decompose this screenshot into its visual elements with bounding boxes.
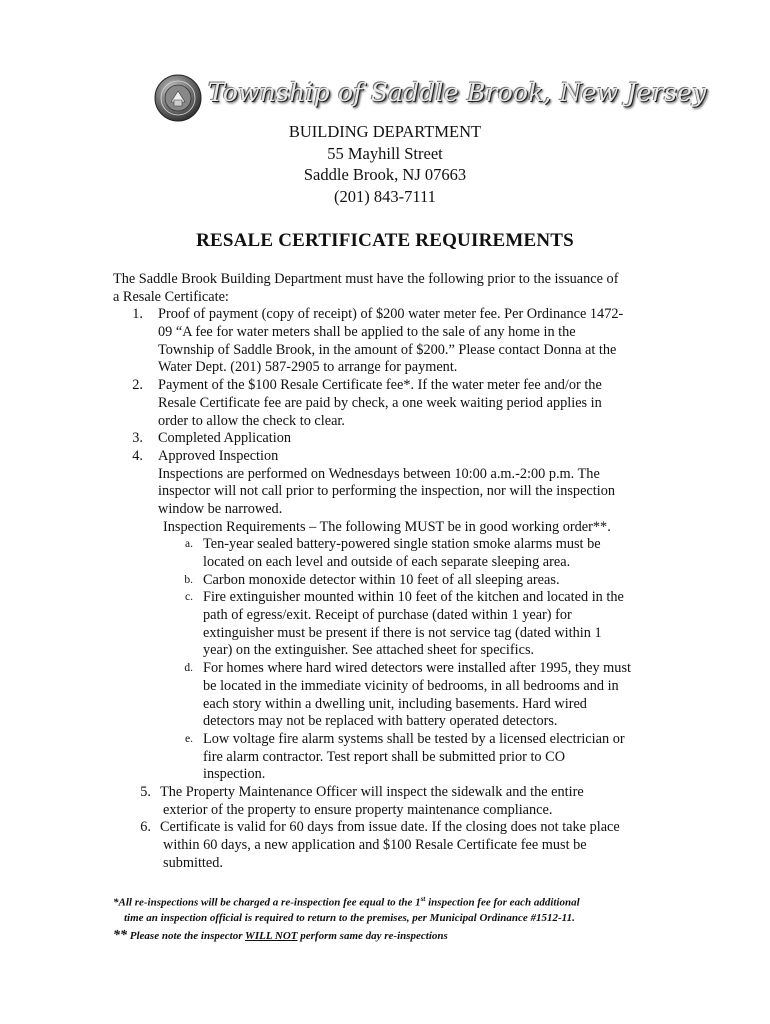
list-item <box>113 448 658 466</box>
requirement-text: inspection. <box>203 766 266 783</box>
item-number: 2. <box>132 377 143 394</box>
department-city: Saddle Brook, NJ 07663 <box>303 165 467 184</box>
department-phone: (201) 843-7111 <box>334 186 436 206</box>
requirement-text: each story within a dwelling unit, including basements. Hard wired <box>203 695 587 712</box>
list-item <box>113 377 658 395</box>
list-item <box>113 430 658 448</box>
requirement-text-line <box>113 625 658 643</box>
item-text-line <box>113 395 658 413</box>
requirement-text: fire alarm contractor. Test report shall be submitted prior to CO <box>203 748 566 765</box>
item-text: window be narrowed. <box>158 500 283 517</box>
item-text-line <box>113 837 658 855</box>
requirement-text: detectors may not be replaced with battery operated detectors. <box>203 713 558 730</box>
item-text: Resale Certificate fee are paid by check, a one week waiting period applies in <box>158 394 602 411</box>
item-text-line <box>113 483 658 501</box>
inspection-requirements-heading: Inspection Requirements – The following MUST be in good working order**. <box>163 518 611 535</box>
item-text: Certificate is valid for 60 days from issue date. If the closing does not take place <box>160 819 620 836</box>
requirement-text: be located in the immediate vicinity of bedrooms, in all bedrooms and in <box>203 677 619 694</box>
item-text: exterior of the property to ensure property maintenance compliance. <box>163 801 553 818</box>
footnote-stars: ** <box>113 928 127 943</box>
item-text: Township of Saddle Brook, in the amount of $200.” Please contact Donna at the <box>158 341 617 358</box>
item-number: 4. <box>132 447 143 464</box>
intro-line: a Resale Certificate: <box>113 288 229 305</box>
requirement-letter: a. <box>185 538 193 551</box>
list-item <box>113 784 658 802</box>
requirement-text: extinguisher must be present if there is not service tag (dated within 1 <box>203 624 602 641</box>
item-text-line <box>113 466 658 484</box>
footnote-emphasis: WILL NOT <box>245 930 298 942</box>
list-item <box>113 306 658 324</box>
inspection-requirements-line <box>113 519 658 537</box>
item-text-line <box>113 501 658 519</box>
footnote-reinspection-fee-line2: time an inspection official is required to return to the premises, per Municipal Ordinance #1512-11. <box>124 912 575 924</box>
requirement-text: Low voltage fire alarm systems shall be tested by a licensed electrician or <box>203 730 625 747</box>
township-seal-icon <box>154 74 202 122</box>
document-title: RESALE CERTIFICATE REQUIREMENTS <box>196 230 574 251</box>
footnote-text: Please note the inspector <box>127 930 246 942</box>
footnote-text: perform same day re-inspections <box>297 930 448 942</box>
item-number: 6. <box>140 819 151 836</box>
item-text: Proof of payment (copy of receipt) of $200 water meter fee. Per Ordinance 1472- <box>158 306 624 323</box>
requirement-text: year) on the extinguisher. See attached sheet for specifics. <box>203 642 535 659</box>
township-name: Township of Saddle Brook, New Jersey <box>208 78 707 107</box>
requirement-letter: b. <box>184 573 193 586</box>
item-number: 1. <box>132 306 143 323</box>
item-text: within 60 days, a new application and $100 Resale Certificate fee must be <box>163 837 587 853</box>
item-text-line <box>113 324 658 342</box>
requirement-text-line <box>113 713 658 731</box>
item-text: Payment of the $100 Resale Certificate fee*. If the water meter fee and/or the <box>158 377 602 394</box>
requirement-letter: c. <box>185 591 193 604</box>
department-address <box>0 121 770 207</box>
requirement-item <box>113 589 658 607</box>
item-text: Water Dept. (201) 587-2905 to arrange for payment. <box>158 359 458 376</box>
requirement-item <box>113 572 658 590</box>
item-text: submitted. <box>163 854 223 871</box>
letterhead <box>150 72 707 122</box>
requirement-text: located on each level and outside of each separate sleeping area. <box>203 554 571 570</box>
item-text: order to allow the check to clear. <box>158 412 345 429</box>
requirement-text: For homes where hard wired detectors were installed after 1995, they must <box>203 660 631 677</box>
intro-line: The Saddle Brook Building Department must have the following prior to the issuance of <box>113 271 619 287</box>
requirement-text-line <box>113 607 658 625</box>
requirement-text-line <box>113 749 658 767</box>
list-item <box>113 819 658 837</box>
requirement-text-line <box>113 554 658 572</box>
requirement-text: Carbon monoxide detector within 10 feet of all sleeping areas. <box>203 571 560 588</box>
item-text: Inspections are performed on Wednesdays between 10:00 a.m.-2:00 p.m. The <box>158 465 600 482</box>
item-text: Completed Application <box>158 430 292 447</box>
department-street: 55 Mayhill Street <box>327 143 443 163</box>
requirement-letter: e. <box>185 732 193 745</box>
footnote-text: inspection fee for each additional <box>425 896 580 909</box>
footnote-same-day <box>113 928 448 944</box>
requirement-text-line <box>113 678 658 696</box>
item-text: The Property Maintenance Officer will inspect the sidewalk and the entire <box>160 783 584 800</box>
requirement-text: Fire extinguisher mounted within 10 feet of the kitchen and located in the <box>203 589 624 606</box>
footnote-superscript: st <box>420 895 426 903</box>
item-number: 3. <box>132 430 143 447</box>
requirement-text: path of egress/exit. Receipt of purchase (dated within 1 year) for <box>203 607 572 624</box>
requirement-text: Ten-year sealed battery-powered single station smoke alarms must be <box>203 536 601 553</box>
item-number: 5. <box>140 783 151 800</box>
item-text-line <box>113 342 658 360</box>
item-text-line <box>113 802 658 820</box>
document-body <box>113 271 658 872</box>
requirement-text-line <box>113 696 658 714</box>
requirement-item <box>113 731 658 749</box>
footnote-text: *All re-inspections will be charged a re-inspection fee equal to the 1 <box>113 896 421 909</box>
department-name: BUILDING DEPARTMENT <box>288 122 482 141</box>
item-text-line <box>113 855 658 873</box>
item-text-line <box>113 359 658 377</box>
item-text: 09 “A fee for water meters shall be applied to the sale of any home in the <box>158 324 576 341</box>
requirement-item <box>113 660 658 678</box>
requirement-letter: d. <box>184 662 193 675</box>
item-text: inspector will not call prior to performing the inspection, nor will the inspection <box>158 483 616 500</box>
item-text-line <box>113 413 658 431</box>
requirement-item <box>113 536 658 554</box>
requirement-text-line <box>113 642 658 660</box>
requirement-text-line <box>113 766 658 784</box>
footnote-reinspection-fee <box>113 895 580 909</box>
item-text: Approved Inspection <box>158 447 279 464</box>
